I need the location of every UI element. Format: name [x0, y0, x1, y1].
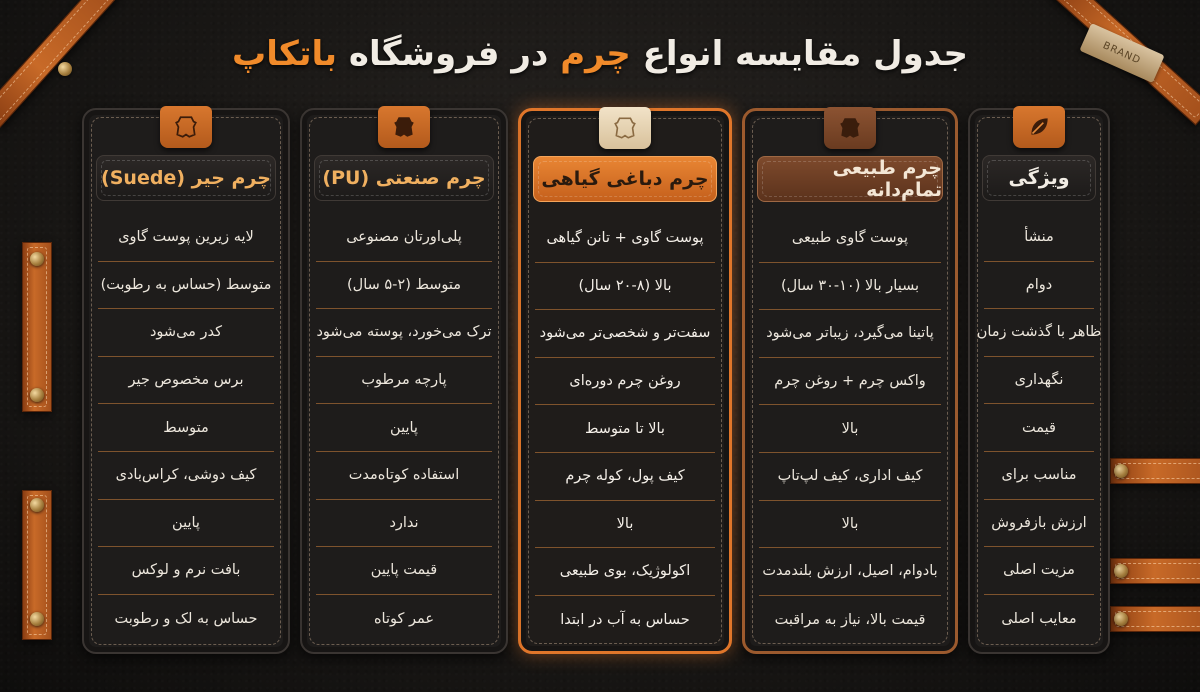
- column-rows-feature: [976, 214, 1102, 638]
- rivet: [1114, 612, 1128, 626]
- table-cell: بالا (۸-۲۰ سال): [535, 263, 715, 311]
- rivet: [1114, 464, 1128, 478]
- column-header-suede: چرم جیر (Suede): [96, 155, 276, 201]
- column-header-veg-tanned: چرم دباغی گیاهی: [533, 156, 717, 202]
- table-cell: پلی‌اورتان مصنوعی: [316, 214, 492, 262]
- table-cell: کیف دوشی، کراس‌بادی: [98, 452, 274, 500]
- column-pu: [300, 108, 508, 654]
- column-rows-pu: [316, 214, 492, 638]
- table-cell: لایه زیرین پوست گاوی: [98, 214, 274, 262]
- leaf-icon: [1013, 106, 1065, 148]
- table-cell: کیف پول، کوله چرم: [535, 453, 715, 501]
- table-cell: ندارد: [316, 500, 492, 548]
- table-cell: کیف اداری، کیف لپ‌تاپ: [759, 453, 941, 501]
- table-cell: متوسط (حساس به رطوبت): [98, 262, 274, 310]
- table-cell: بالا: [759, 405, 941, 453]
- brand-tag: BRAND: [1079, 23, 1164, 83]
- rivet: [30, 252, 44, 266]
- table-cell: حساس به لک و رطوبت: [114, 610, 258, 627]
- table-cell: قیمت بالا، نیاز به مراقبت: [774, 611, 926, 628]
- title-highlight-2: باتکاپ: [232, 34, 338, 74]
- table-cell: بسیار بالا (۱۰-۳۰ سال): [759, 263, 941, 311]
- table-cell: قیمت پایین: [316, 547, 492, 595]
- table-cell: متوسط (۲-۵ سال): [316, 262, 492, 310]
- column-rows-veg-tanned: [535, 215, 715, 637]
- table-cell: پاتینا می‌گیرد، زیباتر می‌شود: [759, 310, 941, 358]
- table-cell: روغن چرم دوره‌ای: [535, 358, 715, 406]
- leather-hide-icon: [824, 107, 876, 149]
- table-cell: پوست گاوی + تانن گیاهی: [535, 215, 715, 263]
- page-title: [0, 34, 1200, 74]
- table-cell: ظاهر با گذشت زمان: [984, 309, 1094, 357]
- rivet: [30, 612, 44, 626]
- leather-hide-icon: [599, 107, 651, 149]
- table-cell: پوست گاوی طبیعی: [759, 215, 941, 263]
- table-cell: منشأ: [984, 214, 1094, 262]
- decorative-strap-left-1: [22, 242, 52, 412]
- title-highlight-1: چرم: [560, 34, 631, 74]
- table-cell: کدر می‌شود: [98, 309, 274, 357]
- table-cell: واکس چرم + روغن چرم: [759, 358, 941, 406]
- table-cell: بالا تا متوسط: [535, 405, 715, 453]
- rivet: [30, 498, 44, 512]
- rivet: [1114, 564, 1128, 578]
- table-cell: پایین: [316, 404, 492, 452]
- table-cell: برس مخصوص جیر: [98, 357, 274, 405]
- table-cell: مزیت اصلی: [984, 547, 1094, 595]
- table-cell: حساس به آب در ابتدا: [560, 611, 690, 628]
- table-cell: مناسب برای: [984, 452, 1094, 500]
- leather-hide-icon: [378, 106, 430, 148]
- column-feature: [968, 108, 1110, 654]
- leather-hide-icon: [160, 106, 212, 148]
- table-cell: اکولوژیک، بوی طبیعی: [535, 548, 715, 596]
- rivet: [30, 388, 44, 402]
- table-cell: قیمت: [984, 404, 1094, 452]
- table-cell: متوسط: [98, 404, 274, 452]
- table-cell: پارچه مرطوب: [316, 357, 492, 405]
- column-full-grain: [742, 108, 958, 654]
- column-veg-tanned: [518, 108, 732, 654]
- table-cell: نگهداری: [984, 357, 1094, 405]
- table-cell: بافت نرم و لوکس: [98, 547, 274, 595]
- table-cell: ارزش بازفروش: [984, 500, 1094, 548]
- table-cell: بادوام، اصیل، ارزش بلندمدت: [759, 548, 941, 596]
- column-header-full-grain: چرم طبیعی تمام‌دانه: [757, 156, 943, 202]
- column-suede: [82, 108, 290, 654]
- table-cell: عمر کوتاه: [373, 610, 435, 627]
- table-cell: دوام: [984, 262, 1094, 310]
- table-cell: ترک می‌خورد، پوسته می‌شود: [316, 309, 492, 357]
- table-cell: معایب اصلی: [1001, 610, 1077, 627]
- column-header-feature: ویژگی: [982, 155, 1096, 201]
- title-part-2: در فروشگاه: [337, 34, 561, 74]
- column-rows-full-grain: [759, 215, 941, 637]
- table-cell: بالا: [759, 501, 941, 549]
- table-cell: سفت‌تر و شخصی‌تر می‌شود: [535, 310, 715, 358]
- column-rows-suede: [98, 214, 274, 638]
- table-cell: پایین: [98, 500, 274, 548]
- table-cell: استفاده کوتاه‌مدت: [316, 452, 492, 500]
- title-part-1: جدول مقایسه انواع: [630, 34, 968, 74]
- table-cell: بالا: [535, 501, 715, 549]
- column-header-pu: چرم صنعتی (PU): [314, 155, 494, 201]
